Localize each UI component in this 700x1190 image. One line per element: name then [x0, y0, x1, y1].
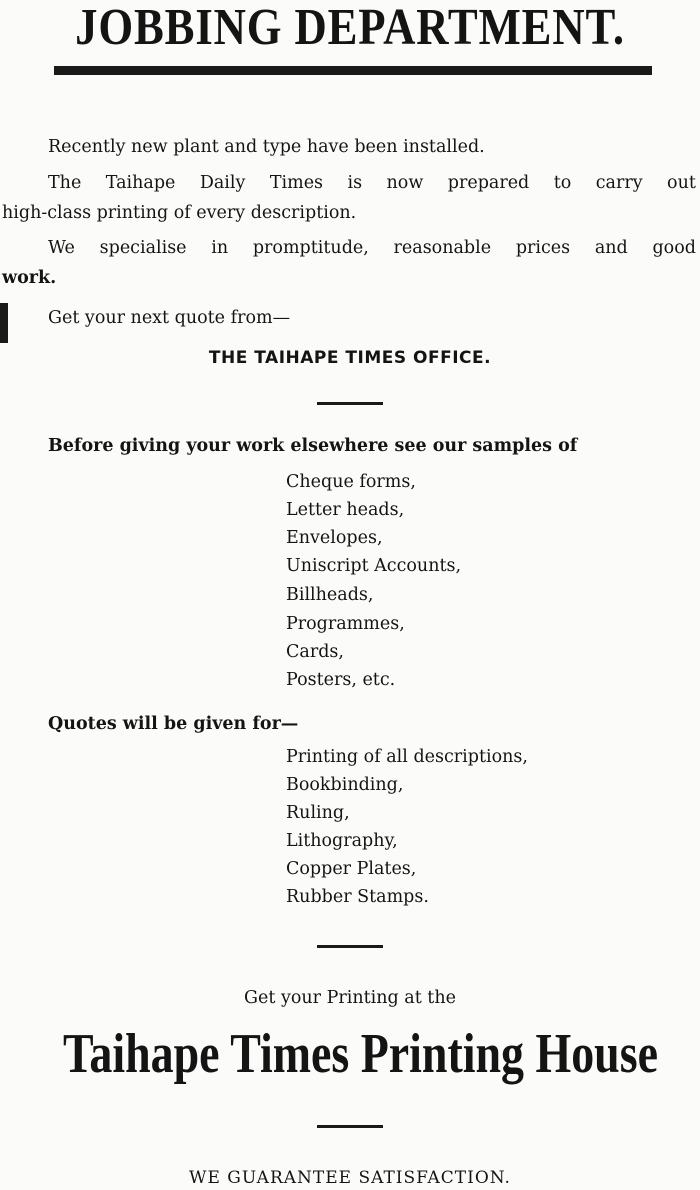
office-name: THE TAIHAPE TIMES OFFICE. [208, 348, 492, 368]
footer-lead: Get your Printing at the [244, 988, 456, 1008]
word: to [553, 173, 572, 193]
sample-item: Programmes, [286, 614, 405, 634]
word: carry [595, 173, 643, 193]
section-divider [317, 1125, 383, 1128]
sample-item: Billheads, [286, 585, 374, 605]
guarantee-line: WE GUARANTEE SATISFACTION. [189, 1168, 511, 1188]
quote-item: Rubber Stamps. [286, 887, 429, 907]
sample-item: Letter heads, [286, 500, 405, 520]
section-divider [317, 945, 383, 948]
quote-item: Ruling, [286, 803, 350, 823]
intro-paragraph-2-line-1 [48, 173, 696, 193]
sample-item: Cards, [286, 642, 344, 662]
word: The [48, 173, 82, 193]
sample-item: Cheque forms, [286, 472, 416, 492]
section-divider [317, 402, 383, 405]
word: Times [269, 173, 324, 193]
intro-paragraph-2-line-2: high-class printing of every description. [2, 203, 357, 223]
quote-item: Bookbinding, [286, 775, 404, 795]
sample-item: Posters, etc. [286, 670, 396, 690]
margin-mark [0, 303, 8, 343]
word: good [652, 238, 696, 258]
page-title: JOBBING DEPARTMENT. [75, 0, 625, 56]
word: Daily [199, 173, 246, 193]
word: reasonable [393, 238, 492, 258]
intro-paragraph-4: Get your next quote from— [48, 308, 291, 328]
word: Taihape [105, 173, 176, 193]
intro-paragraph-1: Recently new plant and type have been installed. [48, 137, 485, 157]
word: prices [515, 238, 571, 258]
intro-paragraph-3-line-2: work. [2, 268, 57, 288]
intro-paragraph-3-line-1 [48, 238, 696, 258]
word: We [48, 238, 75, 258]
quote-item: Lithography, [286, 831, 398, 851]
word: in [211, 238, 229, 258]
word: now [386, 173, 424, 193]
word: specialise [99, 238, 187, 258]
samples-lead: Before giving your work elsewhere see our samples of [48, 436, 578, 456]
word: out [667, 173, 696, 193]
heading-rule [54, 66, 652, 75]
quote-item: Copper Plates, [286, 859, 417, 879]
word: is [347, 173, 363, 193]
sample-item: Uniscript Accounts, [286, 556, 462, 576]
quote-item: Printing of all descriptions, [286, 747, 528, 767]
word: and [594, 238, 628, 258]
sample-item: Envelopes, [286, 528, 383, 548]
word: prepared [447, 173, 530, 193]
quotes-lead: Quotes will be given for— [48, 714, 299, 734]
word: promptitude, [252, 238, 369, 258]
printing-house-name: Taihape Times Printing House [63, 1023, 658, 1085]
